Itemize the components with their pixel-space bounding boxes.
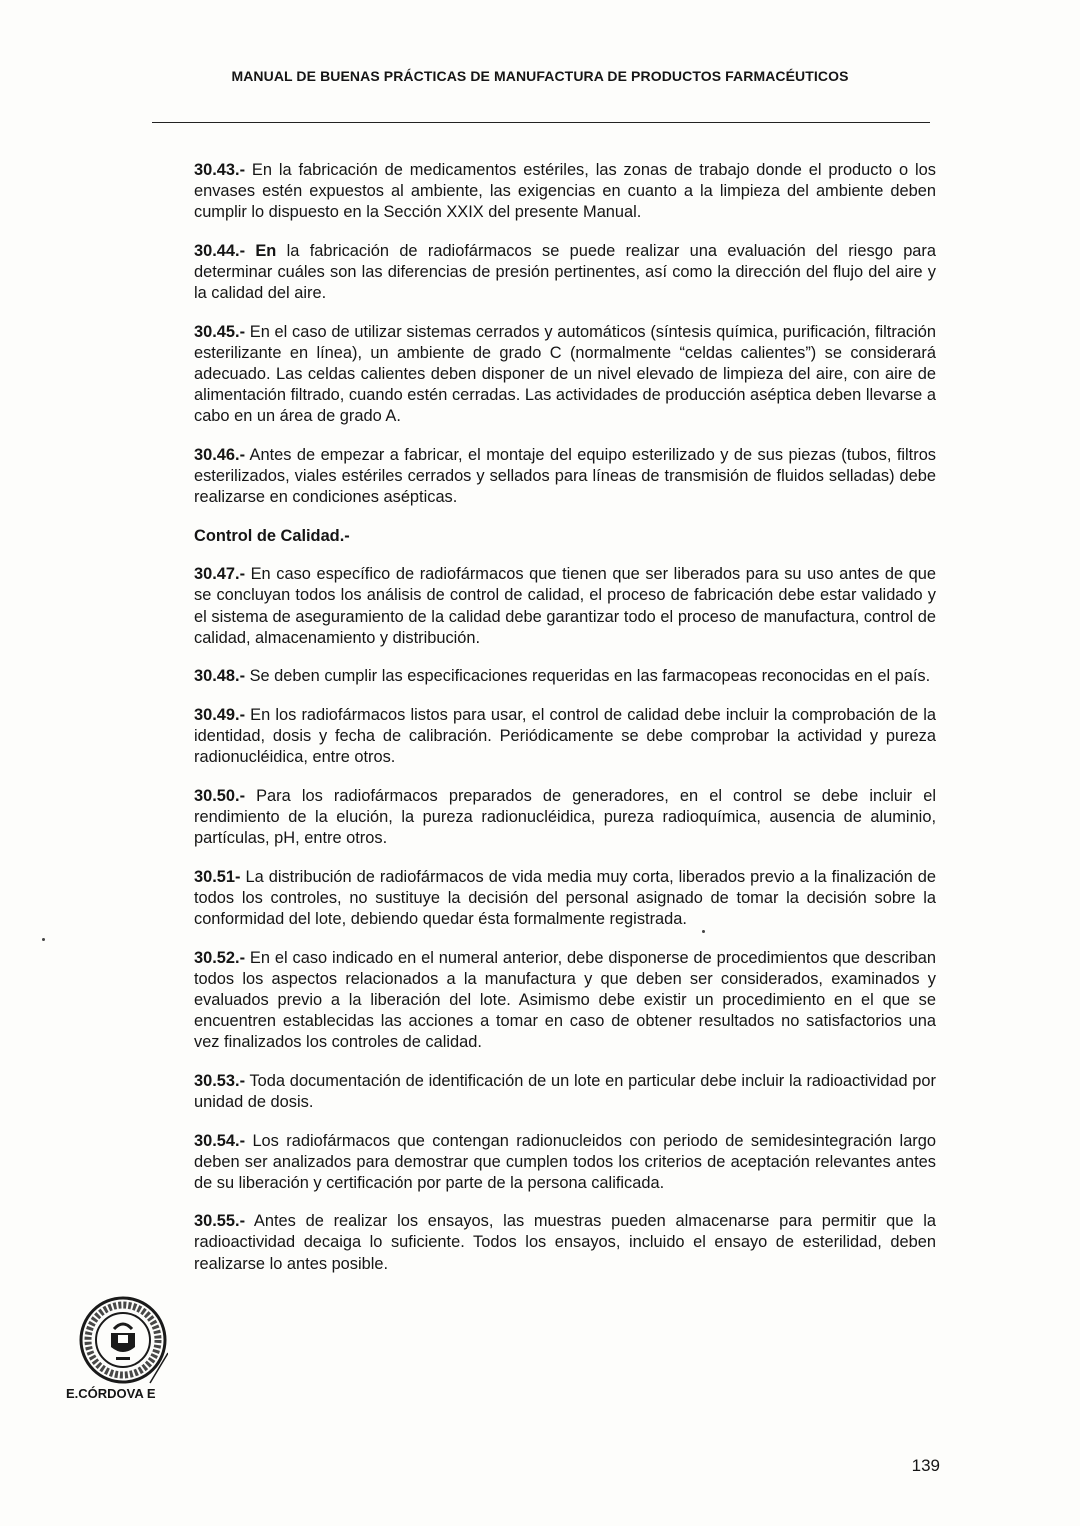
clause-number: 30.47.-: [194, 565, 246, 584]
clause-text: En la fabricación de medicamentos estériles, las zonas de trabajo donde el producto o los envases estén expuestos al ambiente, las exigencias en cuanto a la limpieza del ambiente deben cumplir lo dispuesto en la Sección XXIX del presente Manual.: [194, 161, 936, 222]
paragraph-30-55: [194, 1211, 936, 1274]
clause-number: 30.49.-: [194, 706, 246, 725]
clause-text: Para los radiofármacos preparados de generadores, en el control se debe incluir el rendimiento de la elución, la pureza radionucléidica, pureza radioquímica, ausencia de aluminio, partículas, pH, entre otros.: [194, 786, 936, 848]
paragraph-30-46: [194, 445, 936, 508]
scan-speck: [702, 930, 705, 933]
clause-number: 30.48.-: [194, 667, 246, 686]
clause-number: 30.44.- En: [194, 241, 277, 260]
paragraph-30-51: [194, 867, 936, 930]
paragraph-30-44: [194, 241, 936, 304]
clause-number: 30.50.-: [194, 786, 246, 805]
clause-text: Antes de empezar a fabricar, el montaje del equipo esterilizado y de sus piezas (tubos, filtros esterilizados, viales estériles cerrados y sellados para líneas de transmisión de fluidos selladas) debe realizarse en condiciones asépticas.: [194, 445, 936, 506]
clause-text: En caso específico de radiofármacos que tienen que ser liberados para su uso antes de que se concluyan todos los análisis de control de calidad, el proceso de fabricación debe estar validado y el sistema de aseguramiento de la calidad debe garantizar todo el proceso de manufactura, control de calidad, almacenamiento y distribución.: [194, 565, 936, 647]
clause-number: 30.46.-: [194, 445, 246, 464]
clause-text: En el caso de utilizar sistemas cerrados y automáticos (síntesis química, purificación, filtración esterilizante en línea), un ambiente de grado C (normalmente “celdas calientes”) se considerará adecuado. Las celdas calientes deben disponer de un nivel elevado de limpieza del aire, con aire de alimentación filtrado, cuando estén cerradas. Las actividades de producción aséptica deben llevarse a cabo en un área de grado A.: [194, 322, 936, 426]
clause-number: 30.45.-: [194, 322, 246, 341]
clause-text: En los radiofármacos listos para usar, el control de calidad debe incluir la comprobación de la identidad, dosis y fecha de calibración. Periódicamente se debe comprobar la actividad y pureza radionucléidica, entre otros.: [194, 706, 936, 767]
clause-number: 30.51-: [194, 867, 241, 886]
paragraph-30-50: [194, 786, 936, 849]
paragraph-30-47: [194, 564, 936, 648]
seal-caption: E.CÓRDOVA E: [66, 1386, 156, 1401]
clause-number: 30.54.-: [194, 1131, 246, 1150]
clause-text: Los radiofármacos que contengan radionucleidos con periodo de semidesintegración largo deben ser analizados para demostrar que cumplen todos los criterios de aceptación relevantes antes de su liberación y certificación por parte de la persona calificada.: [194, 1131, 936, 1192]
paragraph-30-53: [194, 1071, 936, 1113]
page-header: MANUAL DE BUENAS PRÁCTICAS DE MANUFACTURA DE PRODUCTOS FARMACÉUTICOS: [231, 68, 849, 84]
clause-text: Se deben cumplir las especificaciones requeridas en las farmacopeas reconocidas en el país.: [245, 667, 931, 686]
clause-text: En el caso indicado en el numeral anterior, debe disponerse de procedimientos que describan todos los aspectos relacionados a la manufactura y que deben ser considerados, examinados y evaluados previo a la liberación del lote. Asimismo debe existir un procedimiento en el que se encuentren establecidas las acciones a tomar en caso de obtener resultados no satisfactorios una vez finalizados los controles de calidad.: [194, 948, 936, 1052]
clause-text: La distribución de radiofármacos de vida media muy corta, liberados previo a la finalización de todos los controles, no sustituye la decisión del personal asignado de tomar la decisión sobre la conformidad del lote, debiendo quedar ésta formalmente registrada.: [194, 867, 936, 928]
paragraph-30-48: [194, 666, 936, 687]
paragraph-30-45: [194, 322, 936, 427]
clause-text: la fabricación de radiofármacos se puede realizar una evaluación del riesgo para determinar cuáles son las diferencias de presión pertinentes, así como la dirección del flujo del aire y la calidad del aire.: [194, 241, 937, 303]
scan-speck: [42, 938, 45, 941]
page-number: 139: [911, 1456, 940, 1475]
clause-number: 30.55.-: [194, 1212, 246, 1231]
clause-number: 30.52.-: [194, 948, 246, 967]
document-body: [194, 160, 936, 1292]
paragraph-30-49: [194, 705, 936, 768]
header-rule: [152, 122, 930, 123]
clause-number: 30.53.-: [194, 1071, 246, 1090]
section-heading: Control de Calidad.-: [194, 526, 350, 545]
paragraph-30-54: [194, 1131, 936, 1194]
clause-number: 30.43.-: [194, 161, 246, 179]
clause-text: Toda documentación de identificación de un lote en particular debe incluir la radioactividad por unidad de dosis.: [194, 1071, 936, 1111]
clause-text: Antes de realizar los ensayos, las muestras pueden almacenarse para permitir que la radioactividad decaiga lo suficiente. Todos los ensayos, incluido el ensayo de esterilidad, deben realizarse lo antes posible.: [194, 1212, 936, 1273]
official-seal-icon: [78, 1295, 168, 1385]
paragraph-30-43: [194, 160, 936, 223]
paragraph-30-52: [194, 948, 936, 1053]
